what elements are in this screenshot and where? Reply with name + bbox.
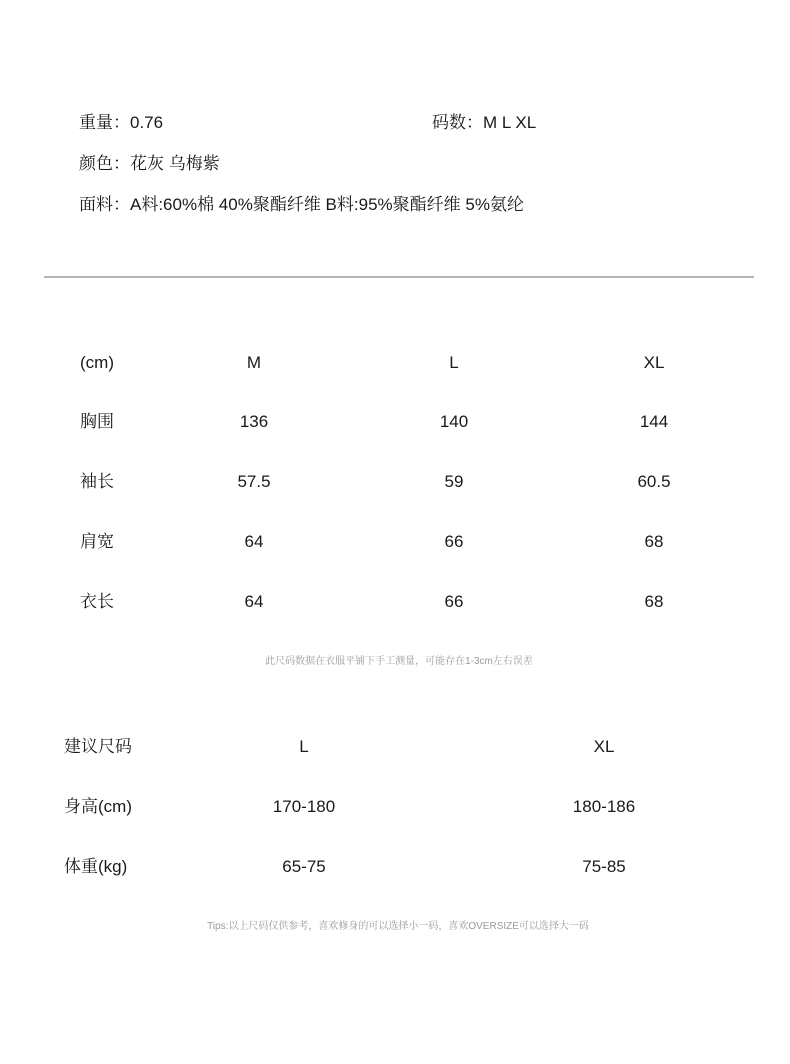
table-cell: 64: [244, 592, 264, 611]
table-header-cell: (cm): [80, 353, 114, 372]
table-cell: 140: [439, 412, 469, 431]
table-cell: 57.5: [237, 472, 271, 491]
table-cell: 68: [644, 532, 664, 551]
section-divider: [44, 276, 754, 278]
tips-note: Tips:以上尺码仅供参考，喜欢修身的可以选择小一码，喜欢OVERSIZE可以选择大一码: [207, 921, 589, 932]
table-cell: 66: [444, 592, 464, 611]
fabric-text: 面料：A料:60%棉 40%聚酯纤维 B料:95%聚酯纤维 5%氨纶: [79, 195, 524, 214]
table-cell: 75-85: [582, 857, 626, 876]
row-label: 肩宽: [80, 532, 114, 551]
row-label: 衣长: [80, 592, 114, 611]
table-cell: 59: [444, 472, 464, 491]
table-cell: 64: [244, 532, 264, 551]
row-label: 袖长: [80, 472, 114, 491]
table-cell: 66: [444, 532, 464, 551]
table-header-cell: XL: [593, 737, 615, 756]
table-cell: 144: [639, 412, 669, 431]
table-header-cell: XL: [643, 353, 665, 372]
table-cell: 60.5: [637, 472, 671, 491]
weight-text: 重量：0.76: [79, 113, 164, 132]
table-header-cell: L: [449, 353, 459, 372]
table-cell: 68: [644, 592, 664, 611]
row-label: 体重(kg): [64, 857, 128, 876]
row-label: 身高(cm): [64, 797, 132, 816]
table-cell: 180-186: [572, 797, 636, 816]
table-cell: 170-180: [272, 797, 336, 816]
table-header-cell: M: [246, 353, 262, 372]
color-text: 颜色：花灰 乌梅紫: [79, 154, 220, 173]
table-cell: 136: [239, 412, 269, 431]
sizes-text: 码数：M L XL: [432, 113, 537, 132]
table-header-cell: 建议尺码: [64, 737, 132, 756]
table-header-cell: L: [299, 737, 309, 756]
table-cell: 65-75: [282, 857, 326, 876]
measurement-note: 此尺码数据在衣服平铺下手工测量，可能存在1-3cm左右误差: [265, 656, 533, 667]
row-label: 胸围: [80, 412, 114, 431]
